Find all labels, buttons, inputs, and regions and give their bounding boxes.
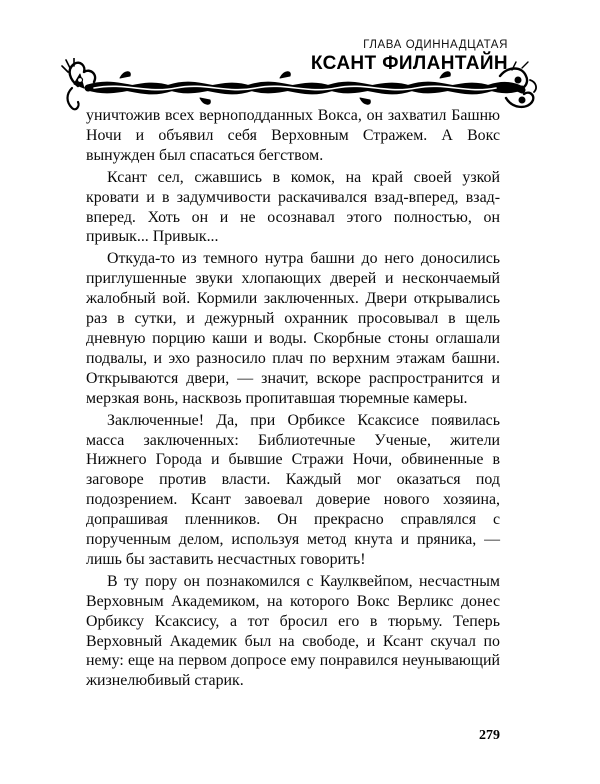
chapter-title: КСАНТ ФИЛАНТАЙН [310,53,508,74]
paragraph: Откуда-то из темного нутра башни до него доносились приглушенные звуки хлопающих дверей и нескончаемый жалобный вой. Кормили заключенных. Двери открывались раз в сутки, и дежурный охранник просовывал в щель дневную порцию каши и воды. Скорбные стоны оглашали подвалы, и эхо разносило плач по верхним этажам башни. Открываются двери, — значит, вскоре распространится и мерзкая вонь, насквозь пропитавшая тюремные камеры. [86,250,500,407]
body-text [86,106,500,691]
paragraph: Заключенные! Да, при Орбиксе Ксаксисе появилась масса заключенных: Библиотечные Ученые, жители Нижнего Города и бывшие Стражи Ночи, обвиненные в заговоре против власти. Каждый мог оказаться под подозрением. Ксант завоевал доверие нового хозяина, допрашивая пленников. Он прекрасно справлялся с порученным делом, используя метод кнута и пряника, — лишь бы заставить несчастных говорить! [86,411,500,568]
page-number: 279 [479,728,500,743]
paragraph: Ксант сел, сжавшись в комок, на край своей узкой кровати и в задумчивости раскачивался взад-вперед, взад-вперед. Хоть он и не осознавал этого полностью, он привык... Привык... [86,168,500,246]
paragraph: В ту пору он познакомился с Каулквейпом, несчастным Верховным Академиком, на которого Вокс Верликс донес Орбиксу Ксаксису, а тот бросил его в тюрьму. Теперь Верховный Академик был на свободе, и Ксант скучал по нему: еще на первом допросе ему понравился неунывающий жизнелюбивый старик. [86,572,500,690]
chapter-label: ГЛАВА ОДИННАДЦАТАЯ [363,39,508,51]
paragraph-continuation: уничтожив всех верноподданных Вокса, он захватил Башню Ночи и объявил себя Верховным Стражем. А Вокс вынужден был спасаться бегством. [86,107,500,164]
